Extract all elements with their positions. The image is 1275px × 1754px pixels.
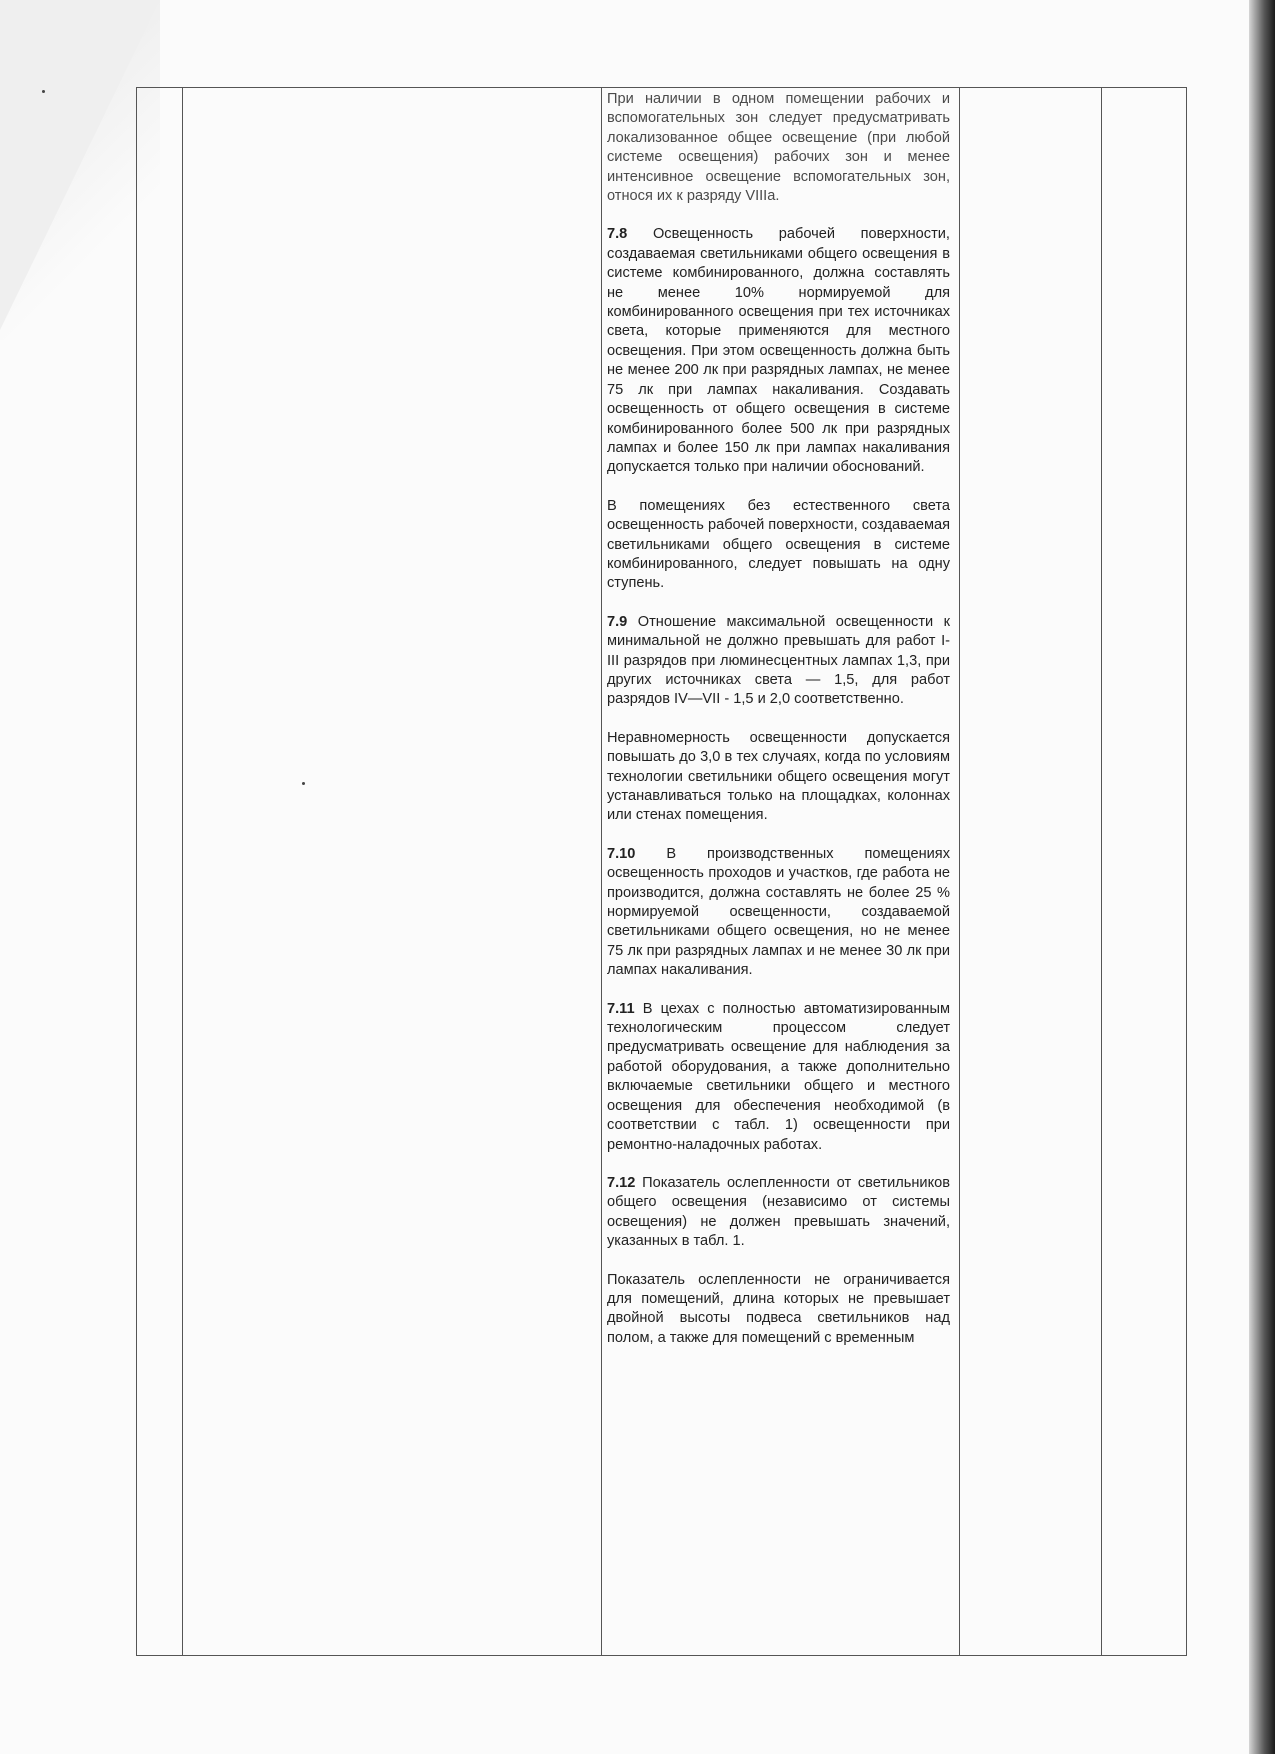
clause-number: 7.10 [607,845,636,862]
paragraph [607,1174,950,1252]
column-divider [959,88,960,1655]
column-divider [601,88,602,1655]
clause-number: 7.12 [607,1174,636,1191]
paragraph [607,225,950,477]
document-table [136,87,1187,1656]
paragraph [607,845,950,981]
paragraph [607,1271,950,1349]
scan-edge [1249,0,1275,1754]
clause-number: 7.9 [607,613,628,630]
scan-speck [42,90,45,93]
paragraph-text: Освещенность рабочей поверхности, создаваемая светильниками общего освещения в системе комбинированного, должна составлять не менее 10% нормируемой для комбинированного освещения при тех источниках света, которые применяются для местного освещения. При этом освещенность должна быть не менее 200 лк при разрядных лампах, не менее 75 лк при лампах накаливания. Создавать освещенность от общего освещения в системе комбинированного более 500 лк при разрядных лампах и более 150 лк при лампах накаливания допускается только при наличии обоснований. [607,226,950,476]
paragraph-text: Показатель ослепленности от светильников общего освещения (независимо от системы освещения) не должен превышать значений, указанных в табл. 1. [607,1174,950,1250]
paragraph-text: В цехах с полностью автоматизированным технологическим процессом следует предусматривать освещение для наблюдения за работой оборудования, а также дополнительно включаемые светильники общего и местного освещения для обеспечения необходимой (в соответствии с табл. 1) освещенности при ремонтно-наладочных работах. [607,1000,950,1153]
paragraph-text: В помещениях без естественного света освещенность рабочей поверхности, создаваемая светильниками общего освещения в системе комбинированного, следует повышать на одну ступень. [607,497,950,592]
paragraph-text: Неравномерность освещенности допускается повышать до 3,0 в тех случаях, когда по условиям технологии светильники общего освещения могут устанавливаться только на площадках, колоннах или стенах помещения. [607,729,950,824]
column-divider [1101,88,1102,1655]
paragraph [607,729,950,826]
column-divider [182,88,183,1655]
paragraph-text: Показатель ослепленности не ограничивается для помещений, длина которых не превышает двойной высоты подвеса светильников над полом, а также для помещений с временным [607,1271,950,1346]
paragraph [607,1000,950,1155]
paragraph [607,90,950,206]
paragraph-text: Отношение максимальной освещенности к минимальной не должно превышать для работ I-III разрядов при люминесцентных лампах 1,3, при других источниках света — 1,5, для работ разрядов IV—VII - 1,5 и 2,0 соответственно. [607,613,950,708]
clause-number: 7.11 [607,1000,635,1017]
paragraph [607,497,950,594]
paragraph-text: В производственных помещениях освещенность проходов и участков, где работа не производится, должна составлять не более 25 % нормируемой освещенности, создаваемой светильниками общего освещения, но не менее 75 лк при разрядных лампах и не менее 30 лк при лампах накаливания. [607,845,950,979]
paragraph [607,613,950,710]
clause-number: 7.8 [607,226,628,243]
paragraph-text: При наличии в одном помещении рабочих и вспомогательных зон следует предусматривать локализованное общее освещение (при любой системе освещения) рабочих зон и менее интенсивное освещение вспомогательных зон, относя их к разряду VIIIa. [607,91,950,205]
requirements-text-cell [607,90,950,1367]
